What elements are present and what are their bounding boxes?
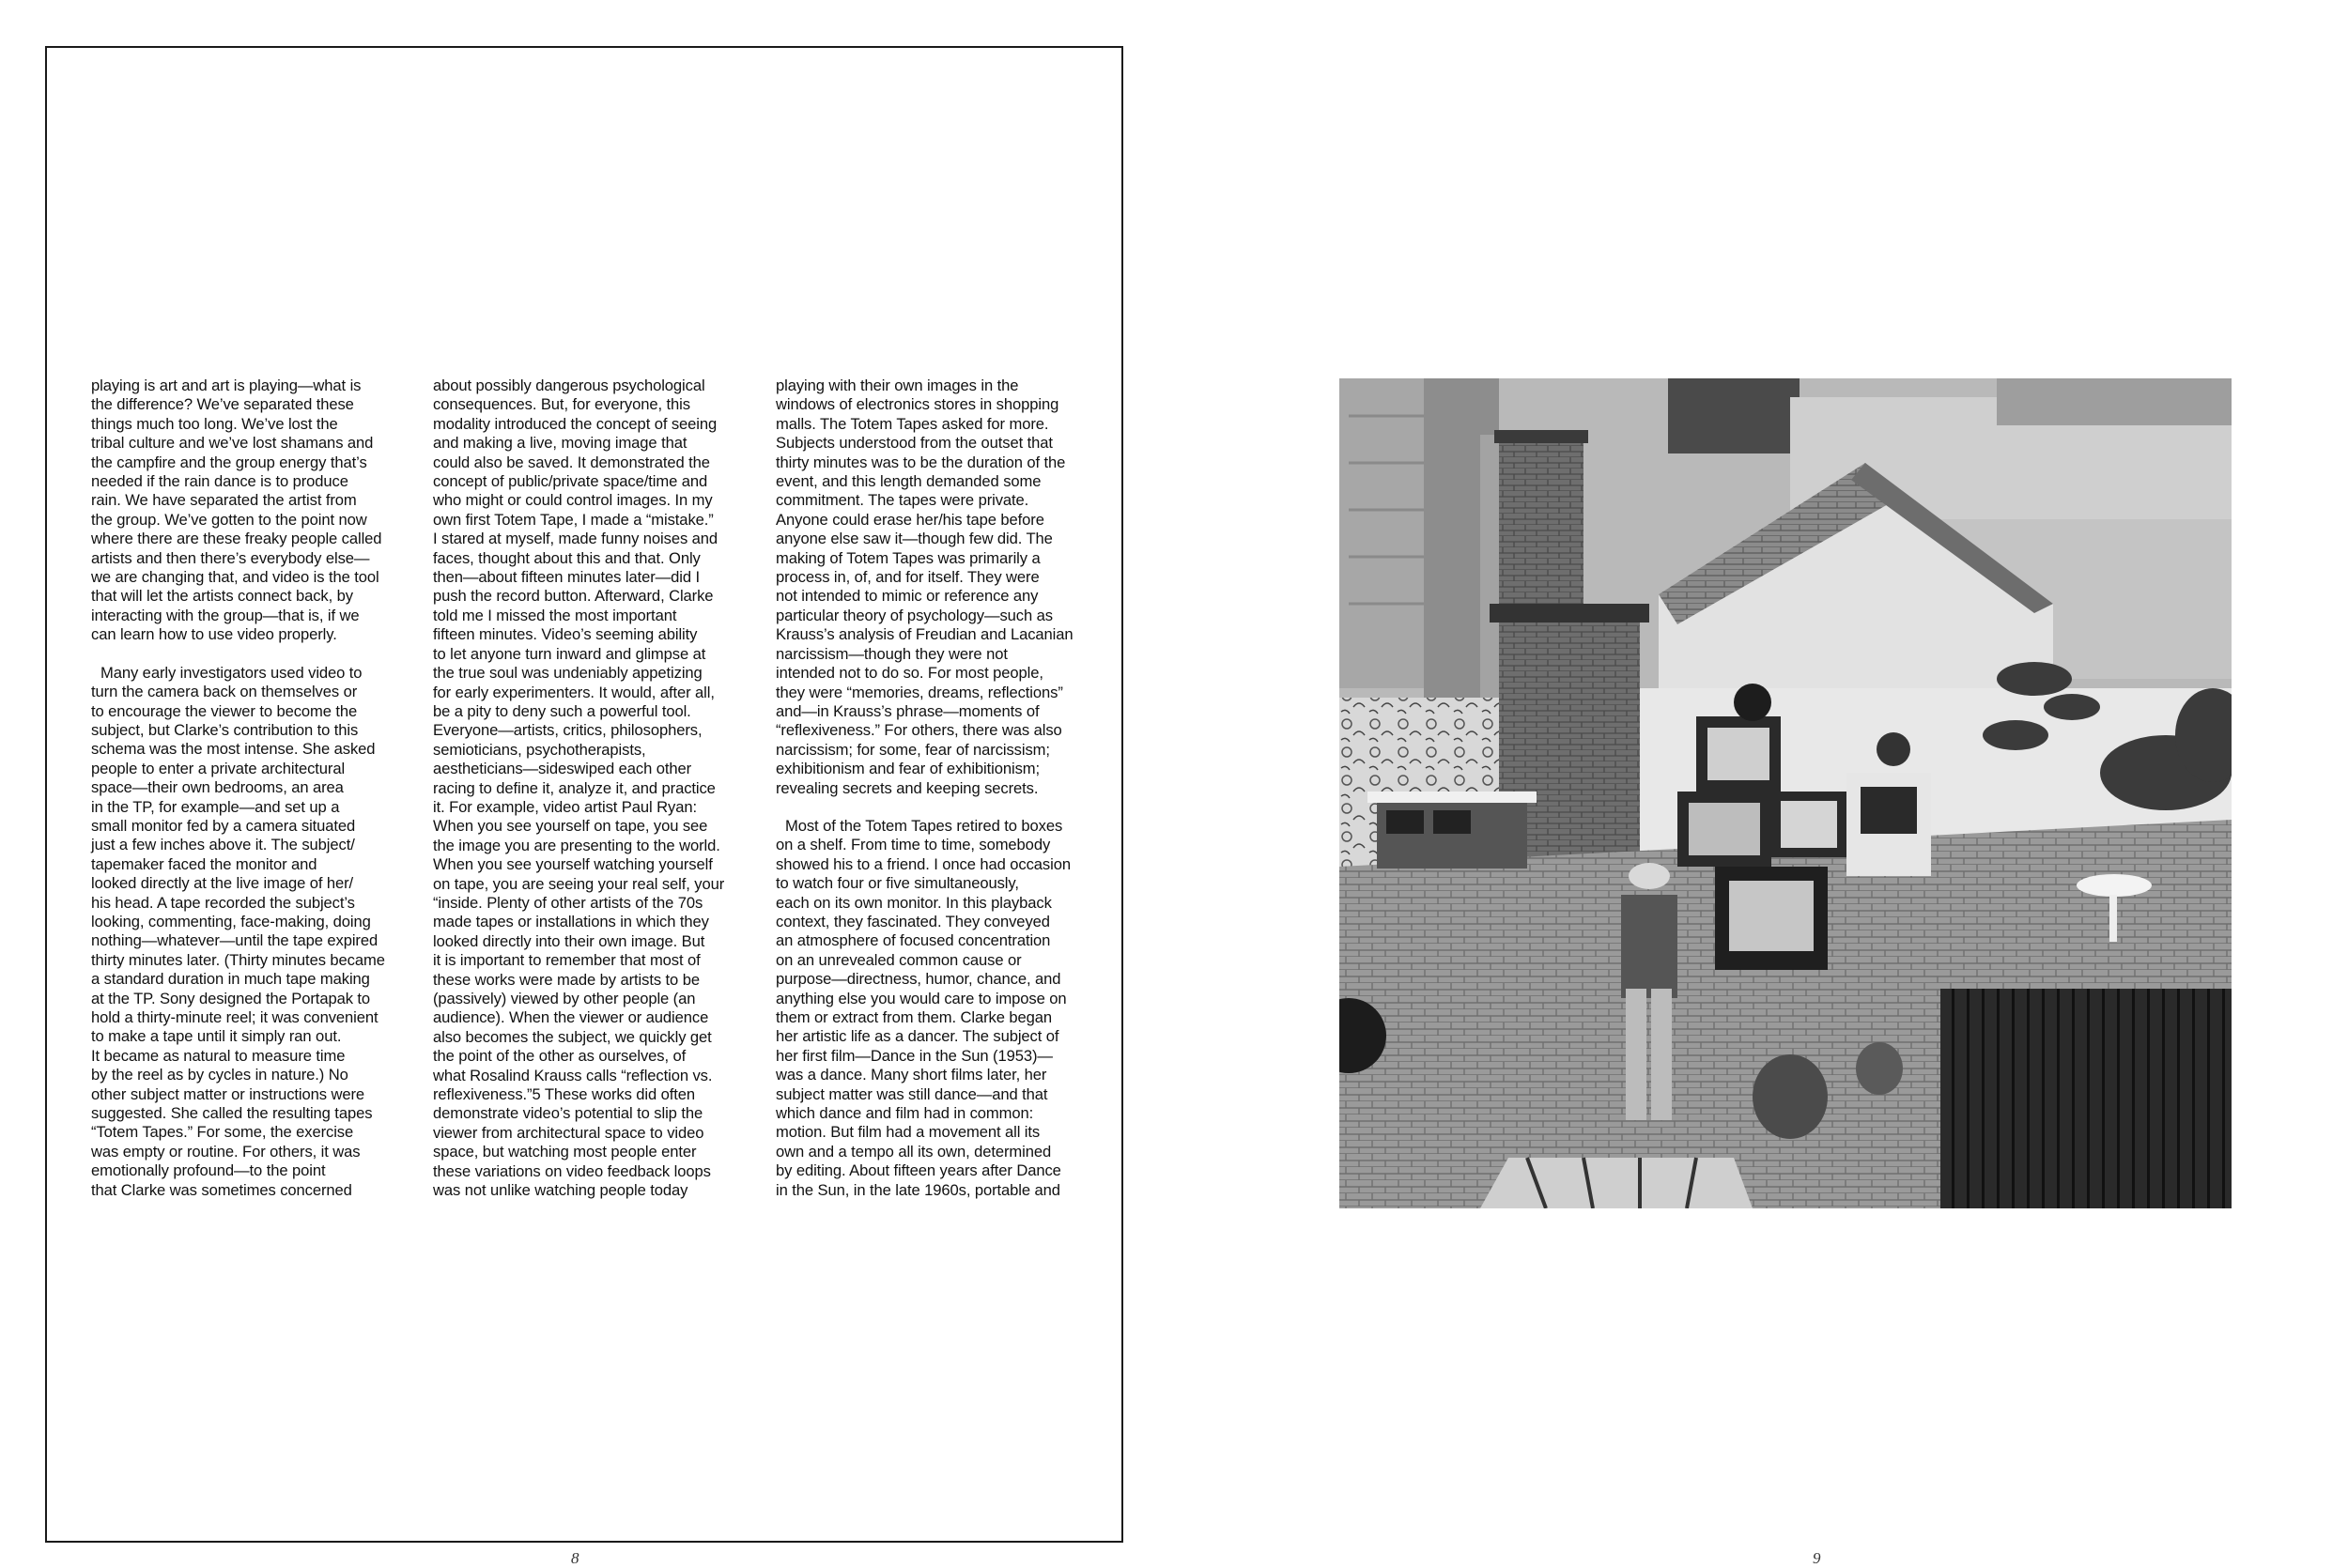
rooftop-video-installation-photo [1339, 378, 2232, 1208]
text-column-3 [776, 377, 1086, 1200]
paragraph: playing with their own images in the windows of electronics stores in shopping malls. The Totem Tapes asked for more. Subjects understood from the outset that thirty minutes was to be the duration of the event, and this length demanded some commitment. The tapes were private. Anyone could erase her/his tape before anyone else saw it—though few did. The making of Totem Tapes was primarily a process in, of, and for itself. They were not intended to mimic or reference any particular theory of psychology—such as Krauss’s analysis of Freudian and Lacanian narcissism—though they were not intended not to do so. For most people, they were “memories, dreams, reflections” and—in Krauss’s phrase—moments of “reflexiveness.” For others, there was also narcissism; for some, fear of narcissism; exhibitionism and fear of exhibitionism; revealing secrets and keeping secrets. [776, 377, 1074, 797]
paragraph: about possibly dangerous psychological consequences. But, for everyone, this modality introduced the concept of seeing and making a live, moving image that could also be saved. It demonstrated the concept of public/private space/time and who might or could control images. In my own first Totem Tape, I made a “mistake.” I stared at myself, made funny noises and faces, thought about this and that. Only then—about fifteen minutes later—did I push the record button. Afterward, Clarke told me I missed the most important fifteen minutes. Video’s seeming ability to let anyone turn inward and glimpse at the true soul was undeniably appetizing for early experimenters. It would, after all, be a pity to deny such a powerful tool. Everyone—artists, critics, philosophers, semioticians, psychotherapists, aestheticians—sideswiped each other racing to define it, analyze it, and practice it. For example, video artist Paul Ryan: When you see yourself on tape, you see the image you are presenting to the world. When you see yourself watching yourself on tape, you are seeing your real self, your “inside. Plenty of other artists of the 70s made tapes or installations in which they looked directly into their own image. But it is important to remember that most of these works were made by artists to be (passively) viewed by other people (an audience). When the viewer or audience also becomes the subject, we quickly get the point of the other as ourselves, of what Rosalind Krauss calls “reflection vs. reflexiveness.”5 These works did often demonstrate video’s potential to slip the viewer from architectural space to video space, but watching most people enter these variations on video feedback loops was not unlike watching people today [433, 377, 725, 1200]
text-column-1 [91, 377, 401, 1200]
paragraph: Many early investigators used video to turn the camera back on themselves or to encourage the viewer to become the subject, but Clarke’s contribution to this schema was the most intense. She asked people to enter a private architectural space—their own bedrooms, an area in the TP, for example—and set up a small monitor fed by a camera situated just a few inches above it. The subject/ tapemaker faced the monitor and looked directly at the live image of her/ his head. A tape recorded the subject’s looking, commenting, face-making, doing nothing—whatever—until the tape expired thirty minutes later. (Thirty minutes became a standard duration in much tape making at the TP. Sony designed the Portapak to hold a thirty-minute reel; it was convenient to make a tape until it simply ran out. It became as natural to measure time by the reel as by cycles in nature.) No other subject matter or instructions were suggested. She called the resulting tapes “Totem Tapes.” For some, the exercise was empty or routine. For others, it was emotionally profound—to the point that Clarke was sometimes concerned [91, 663, 385, 1199]
page-number-left: 8 [571, 1549, 579, 1567]
paragraph: Most of the Totem Tapes retired to boxes on a shelf. From time to time, somebody showed his to a friend. I once had occasion to watch four or five simultaneously, each on its own monitor. In this playback context, they fascinated. They conveyed an atmosphere of focused concentration on an unrevealed common cause or purpose—directness, humor, chance, and anything else you would care to impose on them or extract from them. Clarke began her artistic life as a dancer. The subject of her first film—Dance in the Sun (1953)— was a dance. Many short films later, her subject matter was still dance—and that which dance and film had in common: motion. But film had a movement all its own and a tempo all its own, determined by editing. About fifteen years after Dance in the Sun, in the late 1960s, portable and [776, 816, 1071, 1199]
paragraph: playing is art and art is playing—what is the difference? We’ve separated these things much too long. We’ve lost the tribal culture and we’ve lost shamans and the campfire and the group energy that’s needed if the rain dance is to produce rain. We have separated the artist from the group. We’ve gotten to the point now where there are these freaky people called artists and then there’s everybody else— we are changing that, and video is the tool that will let the artists connect back, by interacting with the group—that is, if we can learn how to use video properly. [91, 377, 382, 644]
text-column-2 [433, 377, 743, 1200]
page-number-right: 9 [1813, 1549, 1821, 1567]
